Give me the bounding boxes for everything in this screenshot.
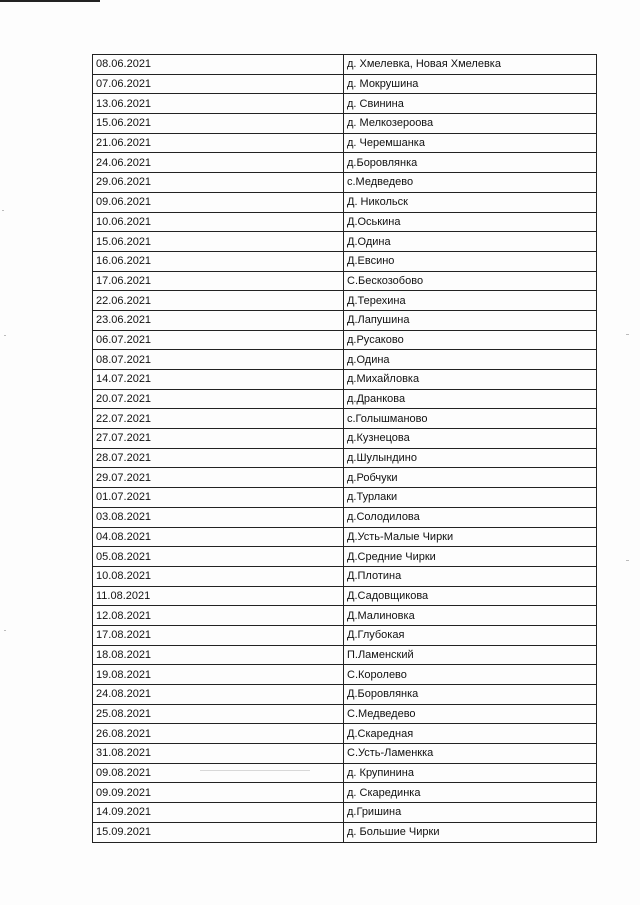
date-cell: 14.09.2021 bbox=[93, 803, 344, 823]
date-cell: 28.07.2021 bbox=[93, 448, 344, 468]
date-cell: 09.08.2021 bbox=[93, 763, 344, 783]
table-row bbox=[93, 704, 597, 724]
table-row bbox=[93, 114, 597, 134]
place-cell: Д.Глубокая bbox=[344, 625, 597, 645]
date-cell: 05.08.2021 bbox=[93, 547, 344, 567]
table-row bbox=[93, 291, 597, 311]
scan-speck bbox=[626, 560, 629, 561]
table-row bbox=[93, 232, 597, 252]
table-row bbox=[93, 192, 597, 212]
date-cell: 17.06.2021 bbox=[93, 271, 344, 291]
date-cell: 13.06.2021 bbox=[93, 94, 344, 114]
table-row bbox=[93, 763, 597, 783]
date-cell: 18.08.2021 bbox=[93, 645, 344, 665]
table-row bbox=[93, 389, 597, 409]
schedule-table-body bbox=[93, 55, 597, 843]
place-cell: С.Королево bbox=[344, 665, 597, 685]
place-cell: Д.Боровлянка bbox=[344, 685, 597, 705]
table-row bbox=[93, 586, 597, 606]
place-cell: С.Медведево bbox=[344, 704, 597, 724]
table-row bbox=[93, 822, 597, 842]
date-cell: 23.06.2021 bbox=[93, 310, 344, 330]
table-row bbox=[93, 803, 597, 823]
date-cell: 15.09.2021 bbox=[93, 822, 344, 842]
scan-edge-line bbox=[0, 0, 100, 2]
table-row bbox=[93, 448, 597, 468]
place-cell: Д.Терехина bbox=[344, 291, 597, 311]
table-row bbox=[93, 310, 597, 330]
date-cell: 24.08.2021 bbox=[93, 685, 344, 705]
date-cell: 08.07.2021 bbox=[93, 350, 344, 370]
place-cell: д.Гришина bbox=[344, 803, 597, 823]
date-cell: 11.08.2021 bbox=[93, 586, 344, 606]
date-cell: 22.06.2021 bbox=[93, 291, 344, 311]
place-cell: д.Михайловка bbox=[344, 370, 597, 390]
place-cell: д.Турлаки bbox=[344, 488, 597, 508]
date-cell: 22.07.2021 bbox=[93, 409, 344, 429]
date-cell: 07.06.2021 bbox=[93, 74, 344, 94]
schedule-table bbox=[92, 54, 597, 843]
table-row bbox=[93, 527, 597, 547]
date-cell: 27.07.2021 bbox=[93, 429, 344, 449]
table-row bbox=[93, 74, 597, 94]
date-cell: 08.06.2021 bbox=[93, 55, 344, 75]
date-cell: 29.06.2021 bbox=[93, 173, 344, 193]
table-row bbox=[93, 625, 597, 645]
place-cell: П.Ламенский bbox=[344, 645, 597, 665]
place-cell: Д.Евсино bbox=[344, 251, 597, 271]
table-row bbox=[93, 153, 597, 173]
date-cell: 25.08.2021 bbox=[93, 704, 344, 724]
place-cell: д. Мелкозероова bbox=[344, 114, 597, 134]
scan-speck bbox=[4, 630, 6, 631]
place-cell: Д.Малиновка bbox=[344, 606, 597, 626]
table-row bbox=[93, 507, 597, 527]
date-cell: 01.07.2021 bbox=[93, 488, 344, 508]
date-cell: 24.06.2021 bbox=[93, 153, 344, 173]
place-cell: д. Черемшанка bbox=[344, 133, 597, 153]
place-cell: д. Большие Чирки bbox=[344, 822, 597, 842]
date-cell: 17.08.2021 bbox=[93, 625, 344, 645]
date-cell: 06.07.2021 bbox=[93, 330, 344, 350]
date-cell: 15.06.2021 bbox=[93, 232, 344, 252]
place-cell: Д.Средние Чирки bbox=[344, 547, 597, 567]
scan-speck bbox=[626, 334, 629, 335]
table-row bbox=[93, 685, 597, 705]
place-cell: д.Кузнецова bbox=[344, 429, 597, 449]
place-cell: д.Робчуки bbox=[344, 468, 597, 488]
table-row bbox=[93, 251, 597, 271]
date-cell: 09.09.2021 bbox=[93, 783, 344, 803]
place-cell: д.Боровлянка bbox=[344, 153, 597, 173]
date-cell: 14.07.2021 bbox=[93, 370, 344, 390]
place-cell: с.Медведево bbox=[344, 173, 597, 193]
place-cell: Д.Садовщикова bbox=[344, 586, 597, 606]
table-row bbox=[93, 173, 597, 193]
place-cell: Д.Плотина bbox=[344, 566, 597, 586]
table-row bbox=[93, 133, 597, 153]
date-cell: 26.08.2021 bbox=[93, 724, 344, 744]
place-cell: д.Русаково bbox=[344, 330, 597, 350]
table-row bbox=[93, 370, 597, 390]
date-cell: 20.07.2021 bbox=[93, 389, 344, 409]
table-row bbox=[93, 94, 597, 114]
date-cell: 31.08.2021 bbox=[93, 744, 344, 764]
place-cell: Д.Оськина bbox=[344, 212, 597, 232]
table-row bbox=[93, 547, 597, 567]
place-cell: д. Свинина bbox=[344, 94, 597, 114]
date-cell: 16.06.2021 bbox=[93, 251, 344, 271]
date-cell: 12.08.2021 bbox=[93, 606, 344, 626]
table-row bbox=[93, 468, 597, 488]
place-cell: С.Усть-Ламенкка bbox=[344, 744, 597, 764]
table-row bbox=[93, 783, 597, 803]
scan-speck bbox=[4, 335, 6, 336]
place-cell: с.Голышманово bbox=[344, 409, 597, 429]
place-cell: д.Шулындино bbox=[344, 448, 597, 468]
table-row bbox=[93, 488, 597, 508]
table-row bbox=[93, 645, 597, 665]
place-cell: Д.Скаредная bbox=[344, 724, 597, 744]
table-row bbox=[93, 566, 597, 586]
table-row bbox=[93, 724, 597, 744]
place-cell: Д. Никольск bbox=[344, 192, 597, 212]
date-cell: 21.06.2021 bbox=[93, 133, 344, 153]
table-row bbox=[93, 330, 597, 350]
table-row bbox=[93, 606, 597, 626]
scan-speck bbox=[2, 210, 4, 211]
place-cell: Д.Усть-Малые Чирки bbox=[344, 527, 597, 547]
table-row bbox=[93, 271, 597, 291]
place-cell: д. Крупинина bbox=[344, 763, 597, 783]
place-cell: Д.Лапушина bbox=[344, 310, 597, 330]
table-row bbox=[93, 744, 597, 764]
place-cell: д.Солодилова bbox=[344, 507, 597, 527]
date-cell: 19.08.2021 bbox=[93, 665, 344, 685]
table-row bbox=[93, 55, 597, 75]
date-cell: 09.06.2021 bbox=[93, 192, 344, 212]
place-cell: С.Бескозобово bbox=[344, 271, 597, 291]
date-cell: 04.08.2021 bbox=[93, 527, 344, 547]
table-row bbox=[93, 409, 597, 429]
date-cell: 03.08.2021 bbox=[93, 507, 344, 527]
place-cell: Д.Одина bbox=[344, 232, 597, 252]
date-cell: 10.08.2021 bbox=[93, 566, 344, 586]
place-cell: д. Скарединка bbox=[344, 783, 597, 803]
table-row bbox=[93, 665, 597, 685]
place-cell: д. Хмелевка, Новая Хмелевка bbox=[344, 55, 597, 75]
place-cell: д.Дранкова bbox=[344, 389, 597, 409]
place-cell: д.Одина bbox=[344, 350, 597, 370]
table-row bbox=[93, 350, 597, 370]
table-row bbox=[93, 212, 597, 232]
date-cell: 29.07.2021 bbox=[93, 468, 344, 488]
place-cell: д. Мокрушина bbox=[344, 74, 597, 94]
date-cell: 10.06.2021 bbox=[93, 212, 344, 232]
table-row bbox=[93, 429, 597, 449]
date-cell: 15.06.2021 bbox=[93, 114, 344, 134]
